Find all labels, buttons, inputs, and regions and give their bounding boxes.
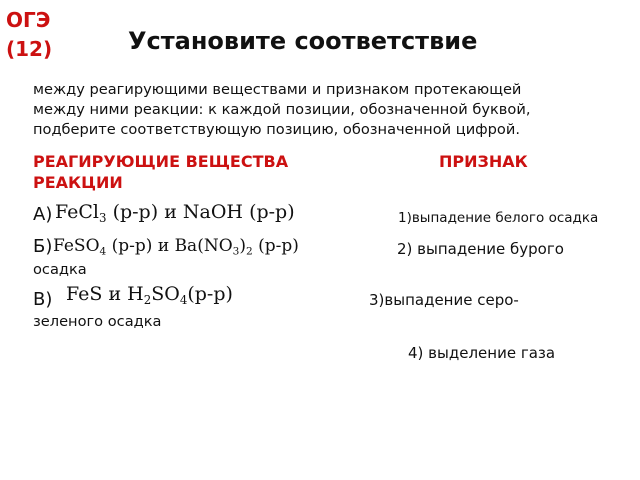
header-sign: ПРИЗНАК: [439, 152, 528, 171]
reactant-pair-c: [66, 282, 233, 312]
instructions-line-3: подберите соответствующую позицию, обозначенной цифрой.: [33, 121, 520, 138]
formula-c-second: H: [127, 283, 144, 305]
reactant-letter-a: А): [33, 204, 53, 225]
formula-a-first: FeCl: [55, 201, 100, 223]
oge-badge: [6, 6, 52, 64]
page-title: Установите соответствие: [128, 27, 478, 55]
header-sign-wrap: РЕАКЦИИ: [33, 173, 123, 192]
sign-option-1: 1)выпадение белого осадка: [398, 210, 599, 226]
formula-b-first-sub: 4: [99, 245, 107, 258]
sign-option-2: 2) выпадение бурого: [397, 240, 564, 258]
formula-b-second-close: ): [239, 236, 246, 256]
sign-option-3-wrap: зеленого осадка: [33, 313, 162, 330]
formula-b-second-sub2: 2: [245, 245, 253, 258]
formula-b-first-state: (р-р): [111, 236, 153, 256]
formula-b-conj: и: [157, 236, 170, 256]
formula-b-first: FeSO: [53, 236, 100, 256]
badge-exam-label: ОГЭ: [6, 8, 51, 32]
reactant-pair-b: [53, 234, 299, 264]
reactant-letter-c: В): [33, 289, 53, 310]
header-reactants: РЕАГИРУЮЩИЕ ВЕЩЕСТВА: [33, 152, 289, 171]
formula-c-conj: и: [108, 283, 122, 305]
formula-b-second: Ba(NO: [174, 236, 233, 256]
formula-c-second-sub: 2: [143, 293, 152, 308]
formula-b-second-state: (р-р): [258, 236, 299, 256]
formula-c-second-state: (р-р): [187, 283, 233, 305]
sign-option-2-wrap: осадка: [33, 261, 87, 278]
formula-a-second-state: (р-р): [249, 201, 295, 223]
formula-a-second: NaOH: [182, 201, 244, 223]
formula-a-first-state: (р-р): [112, 201, 159, 223]
reactant-letter-b: Б): [33, 236, 53, 257]
badge-task-number: (12): [6, 37, 53, 61]
formula-c-first: FeS: [66, 283, 103, 305]
instructions-line-1: между реагирующими веществами и признаком протекающей: [33, 81, 522, 98]
reactant-pair-a: [55, 200, 295, 230]
formula-c-second-sub2: 4: [179, 293, 188, 308]
formula-c-second-mid: SO: [151, 283, 180, 305]
column-headers: [33, 151, 528, 192]
task-instructions: [33, 80, 633, 140]
instructions-line-2: между ними реакции: к каждой позиции, обозначенной буквой,: [33, 101, 531, 118]
formula-a-conj: и: [164, 201, 177, 223]
formula-b-second-sub: 3: [232, 245, 240, 258]
formula-a-first-sub: 3: [99, 211, 107, 226]
sign-option-4: 4) выделение газа: [408, 344, 556, 362]
sign-option-3: 3)выпадение серо-: [369, 291, 519, 309]
